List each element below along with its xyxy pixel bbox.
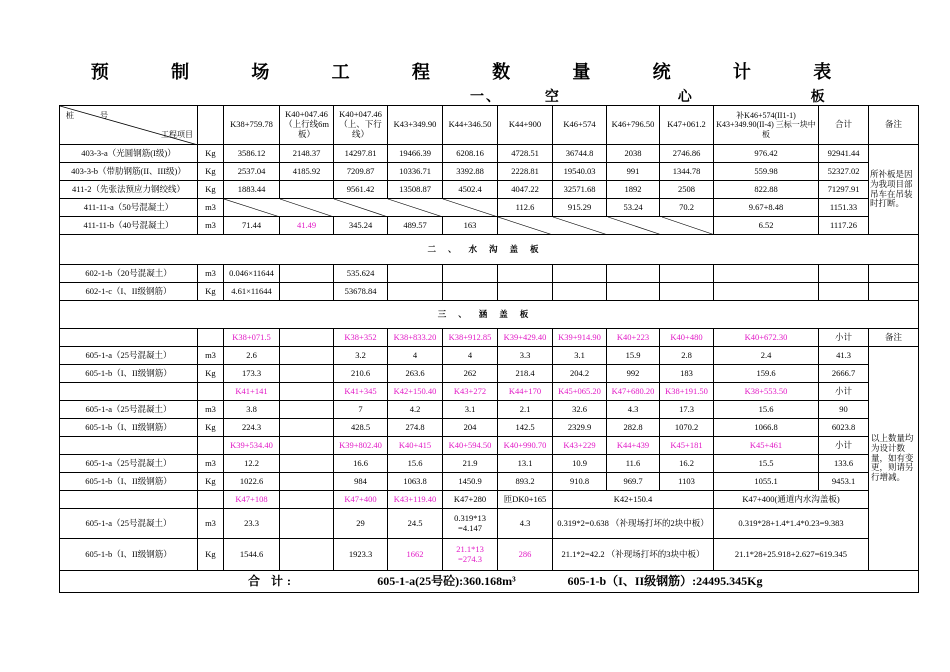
stake-label: K42+150.40 (388, 383, 443, 401)
value-cell (660, 265, 714, 283)
value-cell: 1344.78 (660, 163, 714, 181)
stake-label: K47+400(通道内水沟盖板) (714, 491, 869, 509)
value-cell: 3586.12 (224, 145, 280, 163)
stake-label: K38+833.20 (388, 329, 443, 347)
blank-cell (280, 491, 334, 509)
blank-cell (280, 437, 334, 455)
value-cell: 53.24 (607, 199, 660, 217)
value-cell: 112.6 (498, 199, 553, 217)
blank-cell (198, 437, 224, 455)
table-row (60, 473, 919, 491)
value-cell: 2.6 (224, 347, 280, 365)
stake-label: K42+150.4 (553, 491, 714, 509)
value-cell: 274.8 (388, 419, 443, 437)
unit-cell: m3 (198, 401, 224, 419)
value-cell: 53678.84 (334, 283, 388, 301)
table-row (60, 419, 919, 437)
blank-cell (60, 383, 198, 401)
item-name: 605-1-b（I、II级钢筋） (60, 473, 198, 491)
value-cell: 4.3 (498, 509, 553, 539)
blank-cell (280, 383, 334, 401)
value-cell: 159.6 (714, 365, 819, 383)
value-cell (607, 283, 660, 301)
unit-cell: m3 (198, 217, 224, 235)
value-cell: 19466.39 (388, 145, 443, 163)
column-header: K46+574 (553, 106, 607, 145)
unit-cell: m3 (198, 265, 224, 283)
value-cell: 17.3 (660, 401, 714, 419)
table-row (60, 283, 919, 301)
value-cell (280, 265, 334, 283)
crossed-empty-cell (224, 199, 498, 217)
unit-header (198, 106, 224, 145)
value-cell (607, 265, 660, 283)
column-header: K46+796.50 (607, 106, 660, 145)
stake-label: K39+429.40 (498, 329, 553, 347)
value-cell: 428.5 (334, 419, 388, 437)
value-cell: 11.6 (607, 455, 660, 473)
table-row (60, 265, 919, 283)
stake-label: K43+119.40 (388, 491, 443, 509)
value-cell (869, 265, 919, 283)
value-cell (819, 265, 869, 283)
item-name: 602-1-b（20号混凝土） (60, 265, 198, 283)
value-cell: 0.046×11644 (224, 265, 280, 283)
value-cell: 32571.68 (553, 181, 607, 199)
table-row (60, 163, 919, 181)
value-cell: 976.42 (714, 145, 819, 163)
value-cell: 2508 (660, 181, 714, 199)
item-name: 605-1-b（I、II级钢筋） (60, 539, 198, 571)
value-cell: 489.57 (388, 217, 443, 235)
stake-label: K39+802.40 (334, 437, 388, 455)
value-cell: 70.2 (660, 199, 714, 217)
unit-cell: Kg (198, 145, 224, 163)
section1-remark: 所补板是因为我项目部吊车在吊装时打断。 (869, 145, 919, 235)
column-header: K43+349.90 (388, 106, 443, 145)
unit-cell: m3 (198, 455, 224, 473)
total-cell: 1117.26 (819, 217, 869, 235)
value-cell: 345.24 (334, 217, 388, 235)
subtotal-header: 小计 (819, 383, 869, 401)
value-cell (443, 283, 498, 301)
value-cell: 1662 (388, 539, 443, 571)
column-header: K47+061.2 (660, 106, 714, 145)
value-cell: 4.3 (607, 401, 660, 419)
unit-cell: Kg (198, 163, 224, 181)
grand-total-concrete: 605-1-a(25号砼):360.168m³ (377, 573, 516, 588)
stake-row (60, 383, 919, 401)
value-cell: 2329.9 (553, 419, 607, 437)
value-cell: 210.6 (334, 365, 388, 383)
stake-label: K44+170 (498, 383, 553, 401)
table-row (60, 217, 919, 235)
stake-label: K38+352 (334, 329, 388, 347)
value-cell: 224.3 (224, 419, 280, 437)
value-cell: 1022.6 (224, 473, 280, 491)
column-header: K40+047.46（上行线6m板） (280, 106, 334, 145)
value-cell: 0.319*28+1.4*1.4*0.23=9.383 (714, 509, 869, 539)
value-cell: 263.6 (388, 365, 443, 383)
value-cell: 15.6 (388, 455, 443, 473)
blank-cell (280, 329, 334, 347)
table-row (60, 401, 919, 419)
value-cell: 71.44 (224, 217, 280, 235)
value-cell: 910.8 (553, 473, 607, 491)
value-cell: 10.9 (553, 455, 607, 473)
section1-title (470, 86, 827, 106)
stake-label: K38+553.50 (714, 383, 819, 401)
unit-cell: Kg (198, 473, 224, 491)
value-cell: 1103 (660, 473, 714, 491)
value-cell: 3392.88 (443, 163, 498, 181)
value-cell: 7209.87 (334, 163, 388, 181)
value-cell: 1055.1 (714, 473, 819, 491)
value-cell (280, 181, 334, 199)
column-header: K40+047.46（上、下行线） (334, 106, 388, 145)
subtotal-header: 小计 (819, 329, 869, 347)
column-header-remark: 备注 (869, 106, 919, 145)
value-cell: 204.2 (553, 365, 607, 383)
value-cell (388, 283, 443, 301)
item-name: 605-1-a（25号混凝土） (60, 347, 198, 365)
value-cell (498, 265, 553, 283)
section3-title: 三、涵盖板 (60, 301, 919, 329)
value-cell: 10336.71 (388, 163, 443, 181)
value-cell: 822.88 (714, 181, 819, 199)
corner-item-label: 工程项目 (161, 129, 193, 139)
unit-cell: m3 (198, 199, 224, 217)
section2-title: 二、水沟盖板 (60, 235, 919, 265)
value-cell: 969.7 (607, 473, 660, 491)
item-name: 411-11-b（40号混凝土） (60, 217, 198, 235)
value-cell: 13.1 (498, 455, 553, 473)
value-cell: 2148.37 (280, 145, 334, 163)
value-cell: 21.1*28+25.918+2.627=619.345 (714, 539, 869, 571)
value-cell: 915.29 (553, 199, 607, 217)
value-cell: 1070.2 (660, 419, 714, 437)
value-cell: 13508.87 (388, 181, 443, 199)
blank-cell (280, 419, 334, 437)
crossed-empty-cell (498, 217, 714, 235)
unit-cell: m3 (198, 347, 224, 365)
total-cell: 52327.02 (819, 163, 869, 181)
grand-total-label: 合 计: (247, 573, 295, 588)
subtotal-cell: 6023.8 (819, 419, 869, 437)
value-cell: 4 (388, 347, 443, 365)
value-cell: 163 (443, 217, 498, 235)
value-cell: 282.8 (607, 419, 660, 437)
value-cell (819, 283, 869, 301)
value-cell: 12.2 (224, 455, 280, 473)
subtotal-header: 小计 (819, 437, 869, 455)
value-cell: 535.624 (334, 265, 388, 283)
value-cell (714, 265, 819, 283)
value-cell: 14297.81 (334, 145, 388, 163)
stake-label: K38+191.50 (660, 383, 714, 401)
blank-cell (60, 437, 198, 455)
value-cell: 3.8 (224, 401, 280, 419)
document-title: 预 制 场 工 程 数 量 统 计 表 (90, 62, 860, 83)
value-cell (553, 283, 607, 301)
unit-cell: m3 (198, 509, 224, 539)
section1-title-char: 空 (544, 89, 561, 105)
subtotal-cell: 90 (819, 401, 869, 419)
value-cell (714, 283, 819, 301)
value-cell: 2.8 (660, 347, 714, 365)
item-name: 605-1-b（I、II级钢筋） (60, 365, 198, 383)
item-name: 605-1-a（25号混凝土） (60, 509, 198, 539)
value-cell: 1544.6 (224, 539, 280, 571)
stake-label: K40+672.30 (714, 329, 819, 347)
value-cell: 1063.8 (388, 473, 443, 491)
table-row (60, 455, 919, 473)
value-cell: 16.6 (334, 455, 388, 473)
value-cell (388, 265, 443, 283)
stake-label: K47+400 (334, 491, 388, 509)
value-cell (553, 265, 607, 283)
stake-row (60, 437, 919, 455)
value-cell: 142.5 (498, 419, 553, 437)
stake-label: K39+914.90 (553, 329, 607, 347)
column-header: K38+759.78 (224, 106, 280, 145)
value-cell (869, 283, 919, 301)
value-cell: 893.2 (498, 473, 553, 491)
grand-total-steel: 605-1-b（I、II级钢筋）:24495.345Kg (567, 573, 763, 588)
value-cell: 3.2 (334, 347, 388, 365)
blank-cell (60, 329, 198, 347)
table-row (60, 145, 919, 163)
value-cell: 4047.22 (498, 181, 553, 199)
value-cell: 32.6 (553, 401, 607, 419)
blank-cell (280, 473, 334, 491)
value-cell: 3.1 (553, 347, 607, 365)
grand-total-cell (60, 571, 919, 593)
stake-label: K47+108 (224, 491, 280, 509)
value-cell: 992 (607, 365, 660, 383)
unit-cell: Kg (198, 283, 224, 301)
column-header: K44+346.50 (443, 106, 498, 145)
value-cell: 286 (498, 539, 553, 571)
unit-cell: Kg (198, 181, 224, 199)
stake-label: K47+680.20 (607, 383, 660, 401)
value-cell: 984 (334, 473, 388, 491)
subtotal-cell: 41.3 (819, 347, 869, 365)
value-cell: 19540.03 (553, 163, 607, 181)
value-cell: 2038 (607, 145, 660, 163)
value-cell: 29 (334, 509, 388, 539)
unit-cell: Kg (198, 365, 224, 383)
stake-label: K40+594.50 (443, 437, 498, 455)
value-cell (443, 265, 498, 283)
section1-title-char: 板 (810, 89, 827, 105)
stake-label: 匝DK0+165 (498, 491, 553, 509)
table-row (60, 181, 919, 199)
blank-cell (280, 365, 334, 383)
table-row (60, 199, 919, 217)
total-cell: 1151.33 (819, 199, 869, 217)
blank-cell (198, 329, 224, 347)
blank-cell (198, 383, 224, 401)
subtotal-cell: 9453.1 (819, 473, 869, 491)
stake-label: K44+439 (607, 437, 660, 455)
grand-total-row (60, 571, 919, 593)
stake-label: K45+461 (714, 437, 819, 455)
value-cell: 0.319*13 =4.147 (443, 509, 498, 539)
value-cell: 991 (607, 163, 660, 181)
stake-label: K45+065.20 (553, 383, 607, 401)
value-cell (498, 283, 553, 301)
blank-cell (280, 539, 334, 571)
table-row (60, 365, 919, 383)
column-header: K44+900 (498, 106, 553, 145)
blank-cell (280, 455, 334, 473)
value-cell: 1066.8 (714, 419, 819, 437)
value-cell: 24.5 (388, 509, 443, 539)
value-cell: 4502.4 (443, 181, 498, 199)
item-name: 411-2（先张法预应力钢绞线） (60, 181, 198, 199)
value-cell: 204 (443, 419, 498, 437)
value-cell: 9561.42 (334, 181, 388, 199)
value-cell: 2228.81 (498, 163, 553, 181)
value-cell: 6208.16 (443, 145, 498, 163)
total-cell: 71297.91 (819, 181, 869, 199)
blank-cell (280, 509, 334, 539)
section2-title-row (60, 235, 919, 265)
item-name: 605-1-a（25号混凝土） (60, 455, 198, 473)
stake-label: K39+534.40 (224, 437, 280, 455)
value-cell: 1450.9 (443, 473, 498, 491)
stake-row (60, 491, 919, 509)
value-cell: 9.67+8.48 (714, 199, 819, 217)
stake-label: K38+912.85 (443, 329, 498, 347)
subtotal-cell: 2666.7 (819, 365, 869, 383)
value-cell: 4.2 (388, 401, 443, 419)
stake-label: K38+071.5 (224, 329, 280, 347)
value-cell: 36744.8 (553, 145, 607, 163)
stake-label: K41+345 (334, 383, 388, 401)
item-name: 403-3-b（带肋钢筋(II、III级)） (60, 163, 198, 181)
value-cell: 183 (660, 365, 714, 383)
section3-remark: 以上数量均为设计数量，如有变更，则请另行增减。 (869, 347, 919, 571)
value-cell: 2746.86 (660, 145, 714, 163)
total-cell: 92941.44 (819, 145, 869, 163)
value-cell: 2.1 (498, 401, 553, 419)
value-cell: 21.9 (443, 455, 498, 473)
value-cell: 173.3 (224, 365, 280, 383)
item-name: 602-1-c（I、II级钢筋） (60, 283, 198, 301)
value-cell: 2537.04 (224, 163, 280, 181)
value-cell: 1923.3 (334, 539, 388, 571)
value-cell: 559.98 (714, 163, 819, 181)
value-cell: 15.6 (714, 401, 819, 419)
value-cell: 1883.44 (224, 181, 280, 199)
stake-label: K40+415 (388, 437, 443, 455)
value-cell: 4185.92 (280, 163, 334, 181)
value-cell (660, 283, 714, 301)
section3-title-row (60, 301, 919, 329)
stake-row (60, 329, 919, 347)
value-cell: 4728.51 (498, 145, 553, 163)
value-cell: 4 (443, 347, 498, 365)
blank-cell (198, 491, 224, 509)
stake-label: K40+990.70 (498, 437, 553, 455)
stake-label: K41+141 (224, 383, 280, 401)
value-cell: 3.1 (443, 401, 498, 419)
value-cell: 0.319*2=0.638 （补现场打坏的2块中板） (553, 509, 714, 539)
stake-label: K47+280 (443, 491, 498, 509)
value-cell: 23.3 (224, 509, 280, 539)
item-name: 605-1-b（I、II级钢筋） (60, 419, 198, 437)
section1-title-number: 一、 (470, 89, 502, 105)
item-name: 605-1-a（25号混凝土） (60, 401, 198, 419)
corner-stake-label: 桩 号 (66, 111, 120, 120)
section1-title-char: 心 (677, 89, 694, 105)
column-header-total: 合计 (819, 106, 869, 145)
quantity-table (59, 105, 919, 593)
value-cell: 3.3 (498, 347, 553, 365)
table-row (60, 509, 919, 539)
corner-header-cell (60, 106, 198, 145)
unit-cell: Kg (198, 419, 224, 437)
stake-label: K40+480 (660, 329, 714, 347)
value-cell: 262 (443, 365, 498, 383)
stake-label: K43+229 (553, 437, 607, 455)
blank-cell (280, 401, 334, 419)
subtotal-cell: 133.6 (819, 455, 869, 473)
section1-header-row (60, 106, 919, 145)
item-name: 403-3-a（光圆钢筋(I级)） (60, 145, 198, 163)
table-row (60, 347, 919, 365)
value-cell: 15.5 (714, 455, 819, 473)
value-cell: 6.52 (714, 217, 819, 235)
stake-label: K45+181 (660, 437, 714, 455)
value-cell: 1892 (607, 181, 660, 199)
column-header: 补K46+574(II1-1) K43+349.90(II-4) 三标一块中板 (714, 106, 819, 145)
unit-cell: Kg (198, 539, 224, 571)
blank-cell (280, 347, 334, 365)
value-cell: 41.49 (280, 217, 334, 235)
value-cell: 21.1*2=42.2 （补现场打坏的3块中板） (553, 539, 714, 571)
value-cell: 4.61×11644 (224, 283, 280, 301)
value-cell: 218.4 (498, 365, 553, 383)
blank-cell (60, 491, 198, 509)
value-cell (280, 283, 334, 301)
remark-header: 备注 (869, 329, 919, 347)
stake-label: K40+223 (607, 329, 660, 347)
stake-label: K43+272 (443, 383, 498, 401)
table-row (60, 539, 919, 571)
item-name: 411-11-a（50号混凝土） (60, 199, 198, 217)
value-cell: 7 (334, 401, 388, 419)
value-cell: 2.4 (714, 347, 819, 365)
value-cell: 16.2 (660, 455, 714, 473)
value-cell: 15.9 (607, 347, 660, 365)
value-cell: 21.1*13 =274.3 (443, 539, 498, 571)
